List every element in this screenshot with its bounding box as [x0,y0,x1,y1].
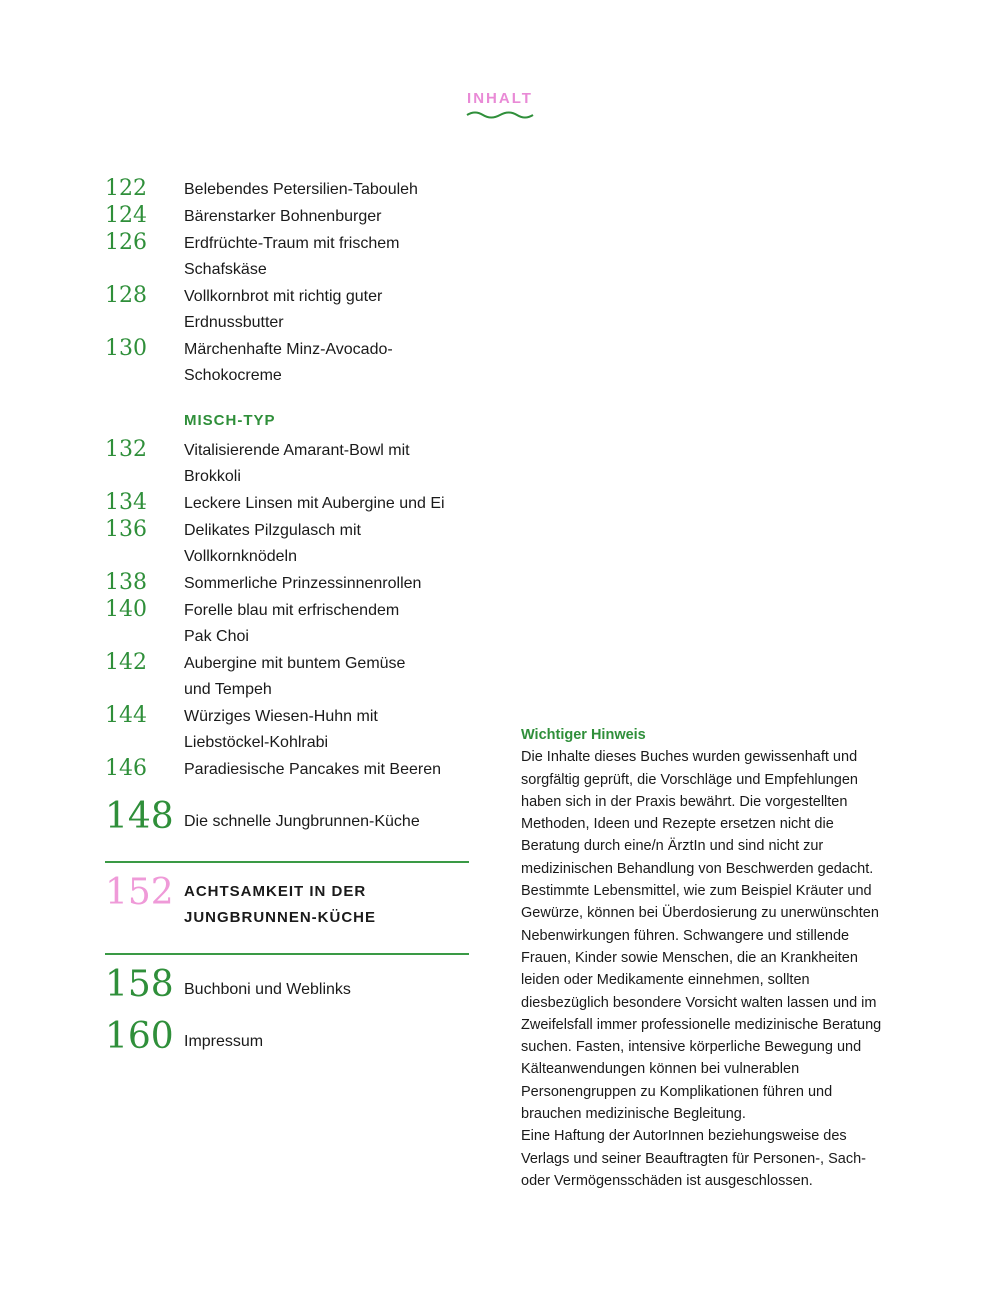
chapter-title: ACHTSAMKEIT IN DER JUNGBRUNNEN-KÜCHE [184,883,377,926]
toc-entry-136[interactable] [105,517,470,570]
entry-title: Würziges Wiesen-Huhn mit Liebstöckel-Kohlrabi [184,708,378,751]
toc-entry-148[interactable] [105,797,470,837]
page-number: 146 [105,756,147,781]
entry-title: Erdfrüchte-Traum mit frischem Schafskäse [184,235,400,278]
page-number: 158 [105,964,174,1005]
page-title: INHALT [467,90,533,107]
toc-entry-160[interactable] [105,1017,470,1057]
entry-title: Leckere Linsen mit Aubergine und Ei [184,495,445,512]
entry-title: Paradiesische Pancakes mit Beeren [184,761,442,778]
entry-title: Forelle blau mit erfrischendem Pak Choi [184,602,400,645]
entry-title: Belebendes Petersilien-Tabouleh [184,181,418,198]
entry-title: Buchboni und Weblinks [184,981,351,998]
entry-title: Impressum [184,1033,264,1050]
page-number: 152 [105,872,174,913]
toc-entry-144[interactable] [105,703,470,756]
page-header [0,90,1000,120]
page-number: 138 [105,570,147,595]
toc-entry-130[interactable] [105,336,470,389]
page-number: 134 [105,490,147,515]
notice-title: Wichtiger Hinweis [521,727,646,743]
toc-entry-142[interactable] [105,650,470,703]
entry-title: Bärenstarker Bohnenburger [184,208,382,225]
page-number: 140 [105,597,147,622]
notice-paragraph: Eine Haftung der AutorInnen beziehungsweise des Verlags und seiner Beauftragten für Personen-, Sach- oder Vermögensschäden ist ausgeschlossen. [521,1128,866,1189]
entry-title: Vitalisierende Amarant-Bowl mit Brokkoli [184,442,410,485]
page-number: 126 [105,230,147,255]
toc-entry-146[interactable] [105,756,470,783]
entry-title: Vollkornbrot mit richtig guter Erdnussbutter [184,288,383,331]
toc-chapter-152[interactable] [105,873,470,931]
section-heading-misch-typ: MISCH-TYP [184,412,276,429]
toc-entry-124[interactable] [105,203,470,230]
wave-divider-icon [466,110,534,120]
toc-entry-132[interactable] [105,437,470,490]
toc-entry-128[interactable] [105,283,470,336]
toc-entry-134[interactable] [105,490,470,517]
entry-title: Aubergine mit buntem Gemüse und Tempeh [184,655,406,698]
important-notice [521,724,891,1192]
entry-title: Märchenhafte Minz-Avocado-Schokocreme [184,341,393,384]
page-number: 144 [105,703,147,728]
entry-title: Delikates Pilzgulasch mit Vollkornknödeln [184,522,361,565]
table-of-contents [105,176,470,1057]
notice-paragraph: Die Inhalte dieses Buches wurden gewissenhaft und sorgfältig geprüft, die Vorschläge und Empfehlungen haben sich in der Praxis bewährt. Die vorgestellten Methoden, Ideen und Rezepte ersetzen nicht die Beratung durch eine/n ÄrztIn und sind nicht zur medizinischen Behandlung von Beschwerden gedacht. Bestimmte Lebensmittel, wie zum Beispiel Kräuter und Gewürze, können bei Überdosierung zu unerwünschten Nebenwirkungen führen. Schwangere und stillende Frauen, Kinder sowie Menschen, die an Krankheiten leiden oder Medikamente einnehmen, sollten diesbezüglich besondere Vorsicht walten lassen und im Zweifelsfall immer professionelle medizinische Beratung suchen. Fasten, intensive körperliche Bewegung und Kälteanwendungen können bei vulnerablen Personengruppen zu Komplikationen führen und brauchen medizinische Begleitung. [521,749,882,1123]
page-number: 160 [105,1016,174,1057]
page-number: 128 [105,283,147,308]
divider [105,861,469,863]
page-number: 122 [105,176,147,201]
toc-entry-126[interactable] [105,230,470,283]
toc-entry-138[interactable] [105,570,470,597]
page-number: 132 [105,437,147,462]
entry-title: Sommerliche Prinzessinnenrollen [184,575,422,592]
page-number: 130 [105,336,147,361]
toc-entry-158[interactable] [105,965,470,1005]
entry-title: Die schnelle Jungbrunnen-Küche [184,813,420,830]
page-number: 124 [105,203,147,228]
divider [105,953,469,955]
page-number: 136 [105,517,147,542]
toc-entry-140[interactable] [105,597,470,650]
page-number: 142 [105,650,147,675]
toc-entry-122[interactable] [105,176,470,203]
page-number: 148 [105,796,174,837]
